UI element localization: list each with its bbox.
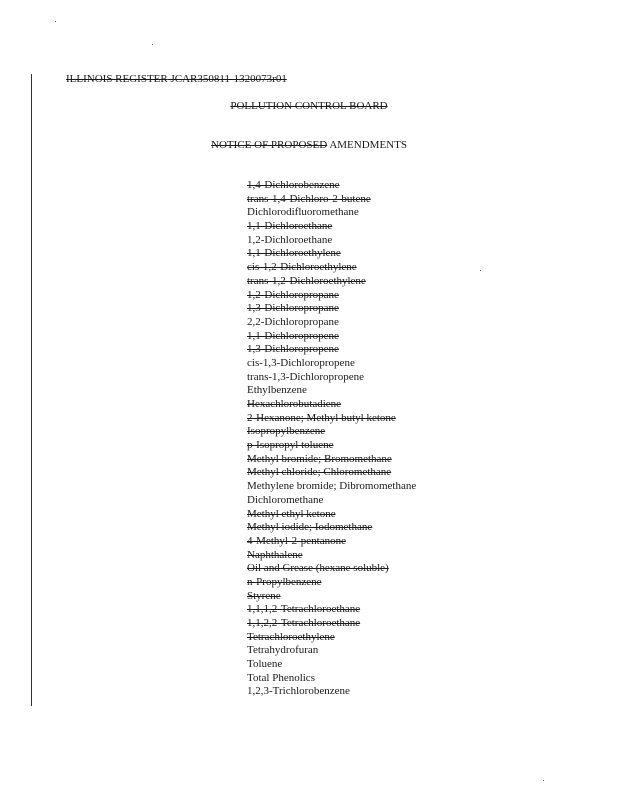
chemical-list-item: Methylene bromide; Dibromomethane xyxy=(247,480,417,493)
scan-speck xyxy=(55,21,56,22)
chemical-list-item: p-Isopropyl toluene xyxy=(247,439,334,452)
left-margin-rule xyxy=(31,74,32,706)
notice-title-plain: AMENDMENTS xyxy=(327,139,407,151)
document-id: JCAR350811-1320073r01 xyxy=(170,73,287,85)
chemical-list-item: 1,1,1,2-Tetrachloroethane xyxy=(247,603,361,616)
chemical-list-item: Hexachlorobutadiene xyxy=(247,398,342,410)
chemical-list-item: 1,3-Dichloropropane xyxy=(247,302,339,315)
chemical-list-item: Styrene xyxy=(247,589,281,602)
register-header xyxy=(66,73,287,86)
chemical-list-item: Toluene xyxy=(247,658,283,671)
chemical-list-item: 1,2-Dichloroethane xyxy=(247,233,333,246)
chemical-list-item: 1,1-Dichloropropene xyxy=(247,329,339,342)
chemical-list-item: Total Phenolics xyxy=(247,671,315,684)
chemical-list-item: trans-1,4-Dichloro-2-butene xyxy=(247,192,371,205)
notice-title xyxy=(0,139,618,152)
chemical-list-item: 1,4-Dichlorobenzene xyxy=(247,179,340,191)
chemical-list-item: trans-1,3-Dichloropropene xyxy=(247,370,364,383)
chemical-list-item: 1,3-Dichloropropene xyxy=(247,343,339,356)
chemical-list-item: Dichloromethane xyxy=(247,493,324,506)
chemical-list-item: 1,2,3-Trichlorobenzene xyxy=(247,685,350,698)
chemical-list-item: Tetrachloroethylene xyxy=(247,630,335,643)
chemical-list-item: Oil and Grease (hexane soluble) xyxy=(247,562,389,575)
register-name: ILLINOIS REGISTER xyxy=(66,73,168,85)
agency-title-text: POLLUTION CONTROL BOARD xyxy=(230,100,388,112)
chemical-list-item: Tetrahydrofuran xyxy=(247,644,319,657)
chemical-list-item: Isopropylbenzene xyxy=(247,425,326,438)
scan-speck xyxy=(480,270,481,271)
chemical-list-item: 1,1-Dichloroethylene xyxy=(247,247,341,260)
chemical-list-item: 2-Hexanone; Methyl butyl ketone xyxy=(247,411,396,424)
scan-speck xyxy=(543,780,544,781)
chemical-list-item: n-Propylbenzene xyxy=(247,575,322,588)
chemical-list-item: cis-1,2-Dichloroethylene xyxy=(247,261,357,274)
chemical-list-item: Methyl ethyl ketone xyxy=(247,507,336,520)
agency-title xyxy=(0,100,618,113)
chemical-list-item: Methyl chloride; Chloromethane xyxy=(247,466,392,479)
chemical-list-item: 1,2-Dichloropropane xyxy=(247,288,339,301)
chemical-list-item: Ethylbenzene xyxy=(247,384,307,397)
chemical-list-item: 1,1,2,2-Tetrachloroethane xyxy=(247,617,361,629)
chemical-list-item: Naphthalene xyxy=(247,548,303,561)
chemical-list-item: Methyl bromide; Bromomethane xyxy=(247,452,392,465)
chemical-list-item: Methyl iodide; Iodomethane xyxy=(247,521,373,534)
notice-title-struck: NOTICE OF PROPOSED xyxy=(211,139,328,151)
chemical-list-item: 2,2-Dichloropropane xyxy=(247,315,339,328)
chemical-list-item: 1,1-Dichloroethane xyxy=(247,220,333,233)
chemical-list-item: 4-Methyl-2-pentanone xyxy=(247,534,346,547)
scan-speck xyxy=(152,44,153,45)
chemical-list xyxy=(247,179,416,699)
chemical-list-item: Dichlorodifluoromethane xyxy=(247,206,359,219)
chemical-list-item: cis-1,3-Dichloropropene xyxy=(247,356,355,369)
chemical-list-item: trans-1,2-Dichloroethylene xyxy=(247,274,366,287)
